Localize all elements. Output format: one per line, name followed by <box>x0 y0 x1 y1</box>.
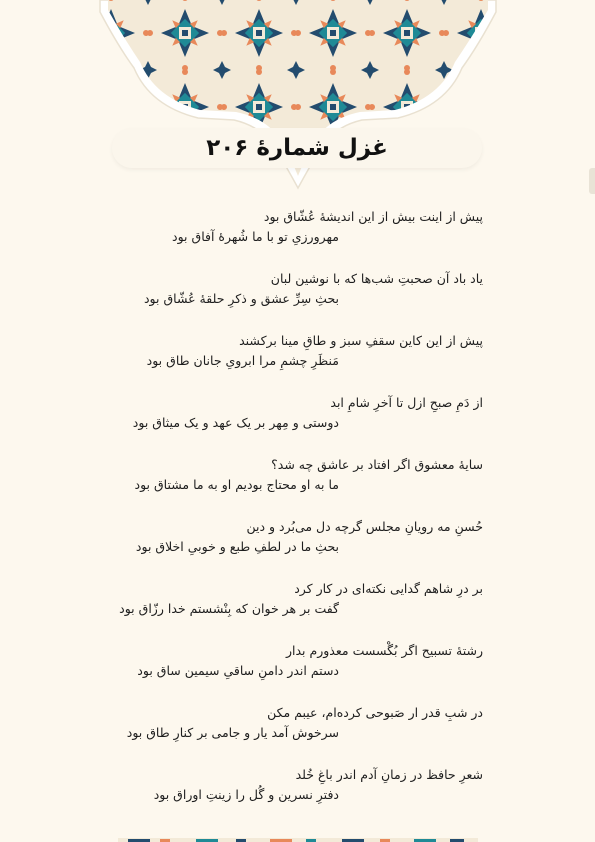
couplet-second-line: بحثِ سِرِّ عشق و ذکرِ حلقهٔ عُشّاق بود <box>143 291 339 306</box>
couplet-first-line: یاد باد آن صحبتِ شب‌ها که با نوشین لبان <box>270 271 483 286</box>
couplet <box>113 269 483 331</box>
couplet <box>113 455 483 517</box>
couplet-second-line: بحثِ ما در لطفِ طبع و خوبیِ اخلاق بود <box>135 539 339 554</box>
couplet <box>113 517 483 579</box>
poem-body <box>113 207 483 827</box>
couplet-first-line: پیش از اینت بیش از این اندیشهٔ عُشّاق بود <box>263 209 483 224</box>
poem-title: غزل شمارهٔ ۲۰۶ <box>206 135 388 161</box>
couplet-first-line: شعرِ حافظ در زمانِ آدم اندر باغِ خُلد <box>295 767 483 782</box>
persian-tile-header <box>0 0 595 200</box>
couplet <box>113 393 483 455</box>
couplet <box>113 331 483 393</box>
couplet-first-line: رشتهٔ تسبیح اگر بُگْسست معذورم بدار <box>285 643 483 658</box>
couplet-first-line: حُسنِ مه رویانِ مجلس گرچه دل می‌بُرد و دین <box>246 519 483 534</box>
couplet <box>113 703 483 765</box>
couplet <box>113 207 483 269</box>
couplet-first-line: از دَمِ صبحِ ازل تا آخرِ شامِ ابد <box>330 395 483 410</box>
couplet-first-line: در شبِ قدر ار صَبوحی کرده‌ام، عیبم مکن <box>267 705 483 720</box>
couplet-second-line: گفت بر هر خوان که بِنْشستم خدا رزّاق بود <box>119 601 339 616</box>
couplet-second-line: مهرورزیِ تو با ما شُهرهٔ آفاق بود <box>172 229 339 244</box>
couplet-second-line: دفترِ نسرین و گُل را زینتِ اوراق بود <box>153 787 339 802</box>
couplet-first-line: بر درِ شاهم گدایی نکته‌ای در کار کرد <box>294 581 483 596</box>
couplet-first-line: سایهٔ معشوق اگر افتاد بر عاشق چه شد؟ <box>271 457 483 472</box>
couplet-second-line: سرخوش آمد یار و جامی بر کنارِ طاق بود <box>126 725 339 740</box>
couplet-second-line: مَنظَرِ چشمِ مرا ابرویِ جانان طاق بود <box>146 353 339 368</box>
couplet-second-line: ما به او محتاج بودیم او به ما مشتاق بود <box>134 477 339 492</box>
couplet <box>113 641 483 703</box>
couplet-first-line: پیش از این کاین سقفِ سبز و طاقِ مینا برکشند <box>239 333 483 348</box>
couplet <box>113 765 483 827</box>
couplet <box>113 579 483 641</box>
couplet-second-line: دوستی و مِهر بر یک عهد و یک میثاق بود <box>132 415 339 430</box>
persian-tile-footer <box>0 834 595 842</box>
couplet-second-line: دستم اندر دامنِ ساقیِ سیمین ساق بود <box>137 663 339 678</box>
side-tab-decoration <box>589 168 595 194</box>
